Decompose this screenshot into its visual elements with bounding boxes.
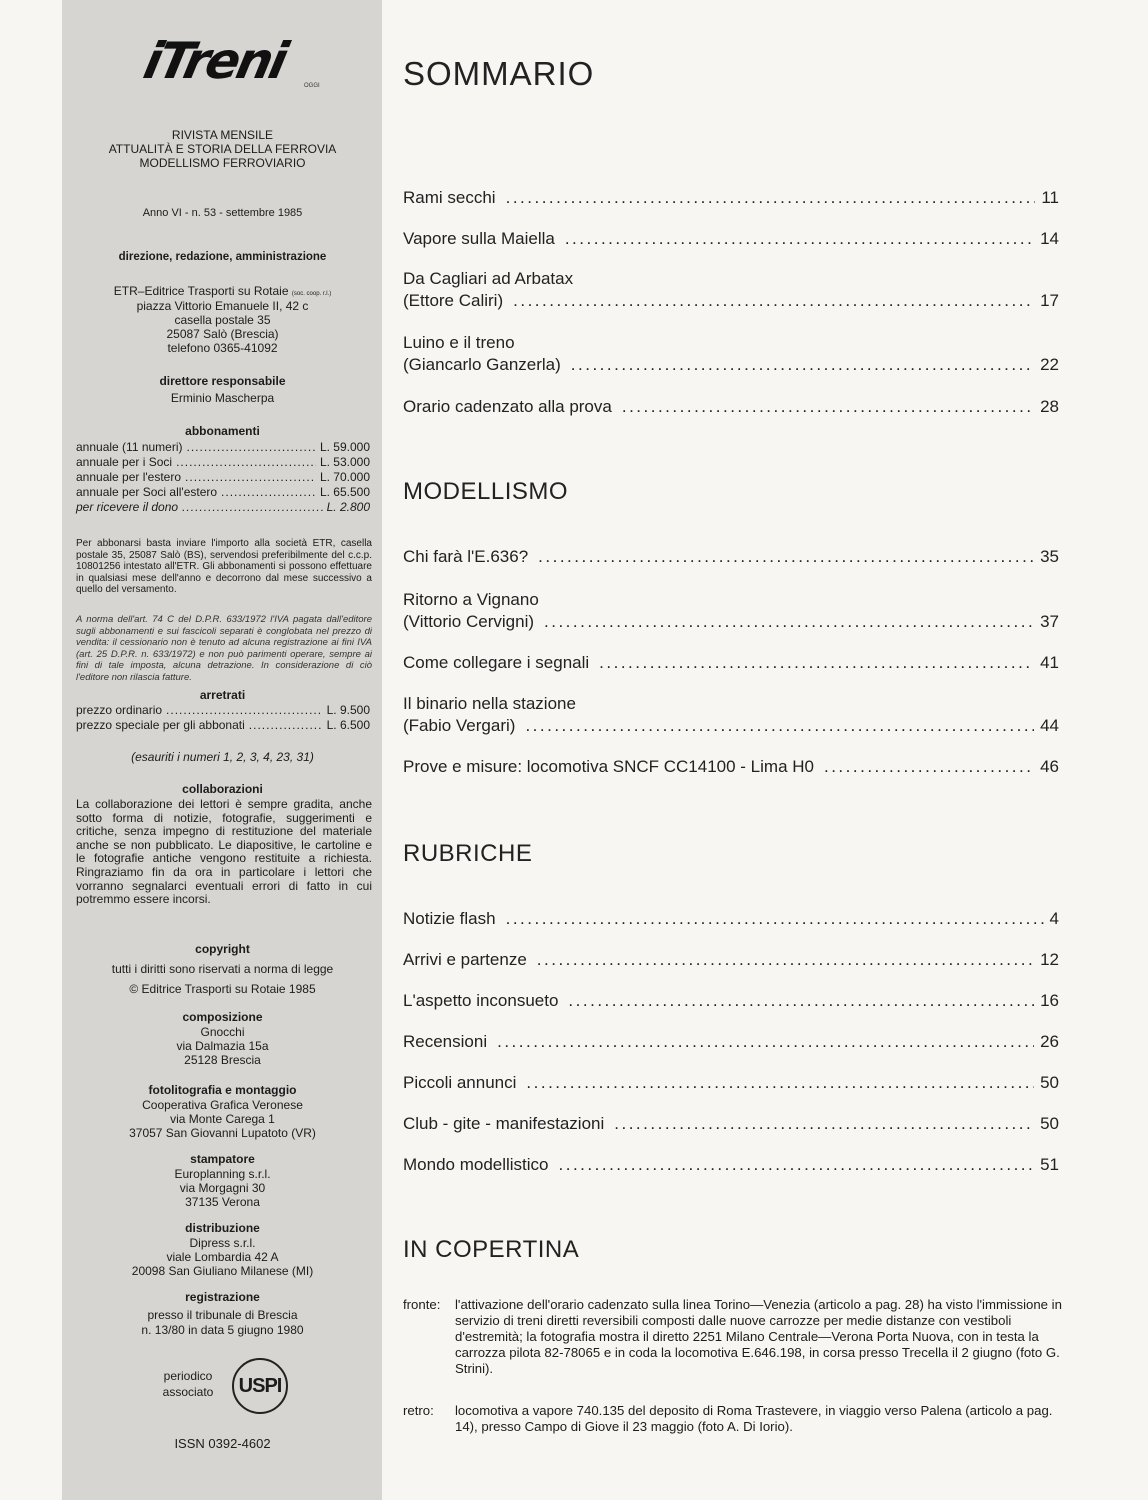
toc-entry <box>403 268 1059 312</box>
issue-number: Anno VI - n. 53 - settembre 1985 <box>142 207 303 219</box>
section-heading-modellismo: MODELLISMO <box>403 478 569 505</box>
address-4: telefono 0365-41092 <box>167 341 278 355</box>
toc-title: L'aspetto inconsueto <box>403 991 559 1010</box>
toc-title-line: Luino e il treno <box>403 333 515 352</box>
toc-entry <box>403 1031 1059 1053</box>
uspi-logo: USPI <box>232 1358 288 1414</box>
toc-title-line: Ritorno a Vignano <box>403 590 539 609</box>
director-heading: direttore responsabile <box>159 374 286 388</box>
toc-title: Arrivi e partenze <box>403 950 527 969</box>
arrears-row <box>76 703 370 718</box>
copyright-heading: copyright <box>195 942 250 956</box>
subscriptions-table <box>76 440 370 515</box>
toc-entry <box>403 949 1059 971</box>
arrears-label: prezzo speciale per gli abbonati <box>76 718 245 732</box>
subscription-label: annuale per Soci all'estero <box>76 485 218 499</box>
subscription-row <box>76 470 370 485</box>
publisher-note: (soc. coop. r.l.) <box>291 291 332 297</box>
toc-entry <box>403 228 1059 250</box>
subscription-label: annuale per l'estero <box>76 470 182 484</box>
toc-page: 16 <box>1040 991 1059 1010</box>
tagline-3: MODELLISMO FERROVIARIO <box>139 156 306 170</box>
toc-title: (Fabio Vergari) <box>403 716 516 735</box>
cover-back <box>403 1403 1063 1435</box>
periodico-line: periodico <box>163 1369 213 1383</box>
subscription-label: annuale (11 numeri) <box>76 440 183 454</box>
toc-title: Orario cadenzato alla prova <box>403 397 612 416</box>
toc-entry <box>403 589 1059 633</box>
toc-title: Recensioni <box>403 1032 488 1051</box>
toc-title: Piccoli annunci <box>403 1073 517 1092</box>
section-heading-rubriche: RUBRICHE <box>403 840 533 867</box>
toc-title: (Ettore Caliri) <box>403 291 504 310</box>
subscribe-instructions: Per abbonarsi basta inviare l'importo alla società ETR, casella postale 35, 25087 Salò (BS), servendosi preferibilmente del c.c.p. 10801256 intestato all'ETR. Gli abbonamenti si possono effettuare in qualsiasi mese dell'anno e decorrono dal mese successivo a quello del versamento. <box>76 538 372 595</box>
direction-heading: direzione, redazione, amministrazione <box>118 251 327 263</box>
toc-page: 17 <box>1040 291 1059 310</box>
cover-front-text: l'attivazione dell'orario cadenzato sulla linea Torino—Venezia (articolo a pag. 28) ha visto l'immissione in servizio di treni diretti reversibili composti dalle nuove carrozze per medie distanze con vestiboli d'estremità; la fotografia mostra il diretto 2251 Milano Centrale—Verona Porta Nuova, con in testa la carrozza pilota 82-78065 e in coda la locomotiva E.646.198, in corsa presso Trecella il 2 giugno (foto G. Strini). <box>455 1297 1062 1376</box>
toc-entry <box>403 332 1059 376</box>
arrears-label: prezzo ordinario <box>76 703 163 717</box>
toc-entry <box>403 1072 1059 1094</box>
toc-page: 26 <box>1040 1032 1059 1051</box>
toc-page: 12 <box>1040 950 1059 969</box>
toc-page: 35 <box>1040 547 1059 566</box>
toc-page: 50 <box>1040 1114 1059 1133</box>
toc-entry <box>403 546 1059 568</box>
subscription-row <box>76 500 370 515</box>
toc-title: Prove e misure: locomotiva SNCF CC14100 - Lima H0 <box>403 757 814 776</box>
toc-page: 22 <box>1040 355 1059 374</box>
printer-line: Europlanning s.r.l. <box>174 1167 271 1181</box>
distribution-line: Dipress s.r.l. <box>189 1236 256 1250</box>
toc-page: 37 <box>1040 612 1059 631</box>
toc-title-line: Il binario nella stazione <box>403 694 576 713</box>
toc-entry <box>403 1113 1059 1135</box>
photolitho-line: via Monte Carega 1 <box>170 1112 275 1126</box>
toc-title-line: Da Cagliari ad Arbatax <box>403 269 574 288</box>
arrears-price: L. 9.500 <box>326 703 370 717</box>
toc-page: 11 <box>1041 188 1059 207</box>
cover-back-text: locomotiva a vapore 740.135 del deposito di Roma Trastevere, in viaggio verso Palena (articolo a pag. 14), presso Campo di Giove il 23 maggio (foto A. Di Iorio). <box>455 1403 1053 1434</box>
subscription-row <box>76 440 370 455</box>
subscription-row <box>76 455 370 470</box>
toc-entry <box>403 1154 1059 1176</box>
toc-entry <box>403 990 1059 1012</box>
registration-line: n. 13/80 in data 5 giugno 1980 <box>141 1323 304 1337</box>
toc-title: (Vittorio Cervigni) <box>403 612 535 631</box>
subscription-label: per ricevere il dono <box>76 500 179 514</box>
section-heading-copertina: IN COPERTINA <box>403 1236 580 1263</box>
arrears-heading: arretrati <box>199 688 246 702</box>
toc-entry <box>403 756 1059 778</box>
periodico-label <box>146 1368 230 1400</box>
toc-entry <box>403 908 1059 930</box>
cover-back-label: retro: <box>403 1403 434 1418</box>
cover-front <box>403 1297 1063 1377</box>
toc-page: 50 <box>1040 1073 1059 1092</box>
arrears-table <box>76 703 370 733</box>
toc-page: 44 <box>1040 716 1059 735</box>
subscription-price: L. 65.500 <box>319 485 370 499</box>
copyright-text: tutti i diritti sono riservati a norma di legge <box>111 962 334 976</box>
periodico-line: associato <box>162 1385 214 1399</box>
printer-line: 37135 Verona <box>185 1195 260 1209</box>
composition-line: via Dalmazia 15a <box>176 1039 269 1053</box>
toc-entry <box>403 396 1059 418</box>
sold-out-note: (esauriti i numeri 1, 2, 3, 4, 23, 31) <box>131 750 314 764</box>
page-title: SOMMARIO <box>403 55 595 92</box>
magazine-logo: iTreni <box>138 32 291 90</box>
address-1: piazza Vittorio Emanuele II, 42 c <box>136 299 309 313</box>
subscription-price: L. 53.000 <box>319 455 370 469</box>
toc-page: 14 <box>1040 229 1059 248</box>
toc-title: (Giancarlo Ganzerla) <box>403 355 561 374</box>
arrears-price: L. 6.500 <box>326 718 370 732</box>
toc-page: 51 <box>1040 1155 1059 1174</box>
toc-title: Come collegare i segnali <box>403 653 590 672</box>
collab-heading: collaborazioni <box>182 782 263 796</box>
toc-page: 41 <box>1040 653 1059 672</box>
composition-line: 25128 Brescia <box>184 1053 261 1067</box>
subscription-price: L. 59.000 <box>319 440 370 454</box>
iva-note: A norma dell'art. 74 C del D.P.R. 633/1972 l'IVA pagata dall'editore sugli abbonamenti e sui fascicoli separati è conglobata nel prezzo di vendita: il cessionario non è tenuto ad alcuna registrazione ai fini IVA (art. 25 D.P.R. n. 633/1972) e non può parimenti operare, sempre ai fini di tale imposta, alcuna detrazione. In considerazione di ciò l'editore non rilascia fatture. <box>76 614 372 683</box>
toc-entry <box>403 652 1059 674</box>
printer-line: via Morgagni 30 <box>179 1181 266 1195</box>
subscription-row <box>76 485 370 500</box>
toc-entry <box>403 187 1059 209</box>
address-3: 25087 Salò (Brescia) <box>166 327 279 341</box>
toc-entry <box>403 693 1059 737</box>
registration-line: presso il tribunale di Brescia <box>147 1308 298 1322</box>
toc-title: Rami secchi <box>403 188 496 207</box>
toc-title: Chi farà l'E.636? <box>403 547 529 566</box>
composition-heading: composizione <box>182 1010 263 1024</box>
tagline-2: ATTUALITÀ E STORIA DELLA FERROVIA <box>108 142 337 156</box>
toc-page: 46 <box>1040 757 1059 776</box>
printer-heading: stampatore <box>190 1152 255 1166</box>
toc-title: Vapore sulla Maiella <box>403 229 555 248</box>
distribution-heading: distribuzione <box>185 1221 260 1235</box>
copyright-owner: © Editrice Trasporti su Rotaie 1985 <box>129 982 316 996</box>
collab-text: La collaborazione dei lettori è sempre gradita, anche sotto forma di notizie, fotografie, suggerimenti e critiche, senza impegno di restituzione del materiale anche se non pubblicato. Le diapositive, le cartoline e le fotografie antiche vengono restituite a richiesta. Ringraziamo fin da ora in particolare i lettori che vorranno segnalarci eventuali errori di fatto in cui potremmo essere incorsi. <box>76 797 372 907</box>
cover-front-label: fronte: <box>403 1297 441 1312</box>
address-2: casella postale 35 <box>174 313 271 327</box>
toc-title: Club - gite - manifestazioni <box>403 1114 605 1133</box>
subscription-label: annuale per i Soci <box>76 455 173 469</box>
toc-title: Mondo modellistico <box>403 1155 549 1174</box>
toc-title: Notizie flash <box>403 909 496 928</box>
arrears-row <box>76 718 370 733</box>
logo-suffix: OGGI <box>304 83 320 89</box>
composition-line: Gnocchi <box>200 1025 245 1039</box>
tagline-1: RIVISTA MENSILE <box>171 128 274 142</box>
issn: ISSN 0392-4602 <box>174 1436 271 1451</box>
publisher-name: ETR–Editrice Trasporti su Rotaie <box>113 284 289 298</box>
registration-heading: registrazione <box>185 1290 260 1304</box>
photolitho-heading: fotolitografia e montaggio <box>148 1083 297 1097</box>
distribution-line: 20098 San Giuliano Milanese (MI) <box>131 1264 314 1278</box>
toc-page: 28 <box>1040 397 1059 416</box>
photolitho-line: 37057 San Giovanni Lupatoto (VR) <box>129 1126 316 1140</box>
photolitho-line: Cooperativa Grafica Veronese <box>142 1098 303 1112</box>
distribution-line: viale Lombardia 42 A <box>166 1250 279 1264</box>
director-name: Erminio Mascherpa <box>170 391 275 405</box>
subscriptions-heading: abbonamenti <box>185 424 260 438</box>
subscription-price: L. 70.000 <box>319 470 370 484</box>
toc-page: 4 <box>1049 909 1059 928</box>
subscription-price: L. 2.800 <box>326 500 370 514</box>
